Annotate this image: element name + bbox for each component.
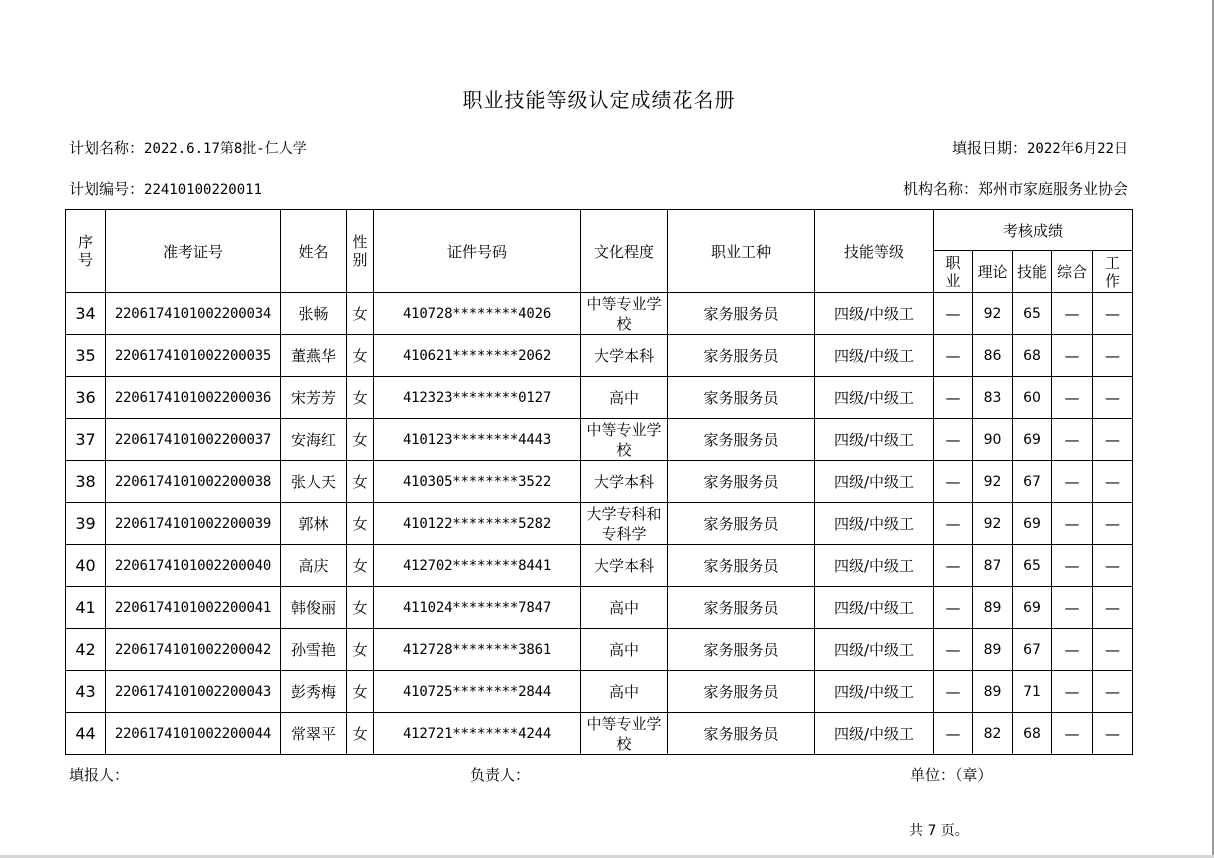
responsible-label: 负责人： xyxy=(470,766,531,784)
row-skill-level: 四级/中级工 xyxy=(815,671,934,713)
row-occupation: 家务服务员 xyxy=(668,503,815,545)
org-line xyxy=(903,178,1128,199)
row-work-score: — xyxy=(1093,503,1133,545)
row-career-score: — xyxy=(934,671,973,713)
org-value: 郑州市家庭服务业协会 xyxy=(977,180,1128,198)
row-id-number: 410725********2844 xyxy=(374,671,581,713)
header-skill-level: 技能等级 xyxy=(815,210,934,293)
header-theory: 理论 xyxy=(973,251,1013,293)
plan-code-label: 计划编号： xyxy=(69,180,145,198)
table-row xyxy=(66,419,1133,461)
header-name: 姓名 xyxy=(281,210,347,293)
row-education: 中等专业学校 xyxy=(581,419,668,461)
row-name: 韩俊丽 xyxy=(281,587,347,629)
row-name: 彭秀梅 xyxy=(281,671,347,713)
row-id-number: 410728********4026 xyxy=(374,293,581,335)
row-occupation: 家务服务员 xyxy=(668,713,815,755)
row-work-score: — xyxy=(1093,293,1133,335)
row-theory-score: 87 xyxy=(973,545,1013,587)
row-id-number: 412728********3861 xyxy=(374,629,581,671)
row-combined-score: — xyxy=(1052,629,1093,671)
table-row xyxy=(66,713,1133,755)
header-occupation: 职业工种 xyxy=(668,210,815,293)
row-name: 安海红 xyxy=(281,419,347,461)
row-education: 中等专业学校 xyxy=(581,293,668,335)
header-education: 文化程度 xyxy=(581,210,668,293)
row-education: 大学本科 xyxy=(581,461,668,503)
row-skill-level: 四级/中级工 xyxy=(815,293,934,335)
row-occupation: 家务服务员 xyxy=(668,461,815,503)
table-row xyxy=(66,503,1133,545)
row-id-number: 410123********4443 xyxy=(374,419,581,461)
plan-code-value: 22410100220011 xyxy=(144,182,263,198)
row-name: 高庆 xyxy=(281,545,347,587)
row-work-score: — xyxy=(1093,419,1133,461)
table-row xyxy=(66,335,1133,377)
row-occupation: 家务服务员 xyxy=(668,419,815,461)
row-skill-score: 69 xyxy=(1013,419,1052,461)
fill-date-value: 2022年6月22日 xyxy=(1026,141,1128,157)
header-career: 职业 xyxy=(934,251,973,293)
row-name: 宋芳芳 xyxy=(281,377,347,419)
row-skill-score: 69 xyxy=(1013,503,1052,545)
row-theory-score: 92 xyxy=(973,461,1013,503)
row-id-number: 412323********0127 xyxy=(374,377,581,419)
row-skill-score: 68 xyxy=(1013,713,1052,755)
table-row xyxy=(66,461,1133,503)
row-name: 董燕华 xyxy=(281,335,347,377)
table-row xyxy=(66,545,1133,587)
row-skill-level: 四级/中级工 xyxy=(815,461,934,503)
row-career-score: — xyxy=(934,377,973,419)
page-count: 共 7 页。 xyxy=(909,823,969,839)
row-career-score: — xyxy=(934,545,973,587)
header-exam-id: 准考证号 xyxy=(106,210,281,293)
table-row xyxy=(66,377,1133,419)
row-combined-score: — xyxy=(1052,713,1093,755)
row-combined-score: — xyxy=(1052,293,1093,335)
row-work-score: — xyxy=(1093,713,1133,755)
header-work: 工作 xyxy=(1093,251,1133,293)
row-seq: 34 xyxy=(66,293,106,335)
row-seq: 42 xyxy=(66,629,106,671)
row-combined-score: — xyxy=(1052,419,1093,461)
row-exam-id: 2206174101002200041 xyxy=(106,587,281,629)
row-skill-score: 67 xyxy=(1013,629,1052,671)
row-education: 大学本科 xyxy=(581,335,668,377)
row-work-score: — xyxy=(1093,671,1133,713)
row-work-score: — xyxy=(1093,461,1133,503)
plan-name-value: 2022.6.17第8批-仁人学 xyxy=(144,141,307,157)
row-education: 高中 xyxy=(581,587,668,629)
row-work-score: — xyxy=(1093,587,1133,629)
row-exam-id: 2206174101002200043 xyxy=(106,671,281,713)
row-skill-score: 71 xyxy=(1013,671,1052,713)
row-name: 孙雪艳 xyxy=(281,629,347,671)
row-theory-score: 92 xyxy=(973,503,1013,545)
row-gender: 女 xyxy=(347,419,374,461)
row-gender: 女 xyxy=(347,293,374,335)
row-career-score: — xyxy=(934,293,973,335)
header-id-number: 证件号码 xyxy=(374,210,581,293)
row-skill-level: 四级/中级工 xyxy=(815,629,934,671)
row-exam-id: 2206174101002200038 xyxy=(106,461,281,503)
row-seq: 38 xyxy=(66,461,106,503)
row-exam-id: 2206174101002200037 xyxy=(106,419,281,461)
row-career-score: — xyxy=(934,713,973,755)
row-theory-score: 82 xyxy=(973,713,1013,755)
row-theory-score: 83 xyxy=(973,377,1013,419)
row-gender: 女 xyxy=(347,461,374,503)
header-combined: 综合 xyxy=(1052,251,1093,293)
row-skill-level: 四级/中级工 xyxy=(815,713,934,755)
table-row xyxy=(66,629,1133,671)
row-skill-level: 四级/中级工 xyxy=(815,587,934,629)
header-gender: 性别 xyxy=(347,210,374,293)
row-id-number: 410122********5282 xyxy=(374,503,581,545)
row-skill-score: 67 xyxy=(1013,461,1052,503)
row-occupation: 家务服务员 xyxy=(668,335,815,377)
row-skill-score: 60 xyxy=(1013,377,1052,419)
plan-name-label: 计划名称： xyxy=(69,139,145,157)
row-combined-score: — xyxy=(1052,671,1093,713)
row-gender: 女 xyxy=(347,587,374,629)
row-occupation: 家务服务员 xyxy=(668,587,815,629)
row-exam-id: 2206174101002200035 xyxy=(106,335,281,377)
row-theory-score: 92 xyxy=(973,293,1013,335)
roster-body xyxy=(66,293,1133,755)
row-name: 郭林 xyxy=(281,503,347,545)
row-name: 常翠平 xyxy=(281,713,347,755)
row-gender: 女 xyxy=(347,545,374,587)
row-theory-score: 89 xyxy=(973,671,1013,713)
header-skill: 技能 xyxy=(1013,251,1052,293)
row-id-number: 412702********8441 xyxy=(374,545,581,587)
table-row xyxy=(66,671,1133,713)
row-seq: 41 xyxy=(66,587,106,629)
row-combined-score: — xyxy=(1052,587,1093,629)
row-gender: 女 xyxy=(347,335,374,377)
row-theory-score: 89 xyxy=(973,587,1013,629)
row-education: 高中 xyxy=(581,671,668,713)
row-career-score: — xyxy=(934,335,973,377)
score-roster-table xyxy=(65,209,1133,755)
row-work-score: — xyxy=(1093,335,1133,377)
row-education: 高中 xyxy=(581,377,668,419)
row-exam-id: 2206174101002200039 xyxy=(106,503,281,545)
row-id-number: 411024********7847 xyxy=(374,587,581,629)
fill-date-line xyxy=(952,137,1128,158)
row-seq: 44 xyxy=(66,713,106,755)
fill-date-label: 填报日期： xyxy=(951,139,1027,157)
row-theory-score: 86 xyxy=(973,335,1013,377)
row-skill-level: 四级/中级工 xyxy=(815,503,934,545)
row-skill-score: 65 xyxy=(1013,293,1052,335)
row-id-number: 410621********2062 xyxy=(374,335,581,377)
row-combined-score: — xyxy=(1052,377,1093,419)
document-title: 职业技能等级认定成绩花名册 xyxy=(462,88,736,112)
filler-label: 填报人： xyxy=(69,766,130,784)
row-gender: 女 xyxy=(347,503,374,545)
plan-code-line xyxy=(69,178,262,199)
row-skill-score: 68 xyxy=(1013,335,1052,377)
table-row xyxy=(66,587,1133,629)
row-career-score: — xyxy=(934,629,973,671)
row-education: 高中 xyxy=(581,629,668,671)
row-theory-score: 89 xyxy=(973,629,1013,671)
row-gender: 女 xyxy=(347,377,374,419)
unit-seal-label: 单位：（章） xyxy=(910,766,993,784)
row-skill-score: 69 xyxy=(1013,587,1052,629)
row-id-number: 410305********3522 xyxy=(374,461,581,503)
row-exam-id: 2206174101002200042 xyxy=(106,629,281,671)
row-gender: 女 xyxy=(347,629,374,671)
row-career-score: — xyxy=(934,587,973,629)
row-seq: 40 xyxy=(66,545,106,587)
row-name: 张人天 xyxy=(281,461,347,503)
row-seq: 36 xyxy=(66,377,106,419)
row-career-score: — xyxy=(934,419,973,461)
row-skill-level: 四级/中级工 xyxy=(815,545,934,587)
row-skill-level: 四级/中级工 xyxy=(815,335,934,377)
row-combined-score: — xyxy=(1052,545,1093,587)
row-work-score: — xyxy=(1093,629,1133,671)
header-scores-group: 考核成绩 xyxy=(934,210,1133,251)
org-label: 机构名称： xyxy=(902,180,978,198)
row-seq: 43 xyxy=(66,671,106,713)
plan-name-line xyxy=(69,137,307,158)
row-skill-level: 四级/中级工 xyxy=(815,419,934,461)
row-combined-score: — xyxy=(1052,335,1093,377)
row-education: 大学专科和专科学 xyxy=(581,503,668,545)
header-seq: 序号 xyxy=(66,210,106,293)
row-skill-level: 四级/中级工 xyxy=(815,377,934,419)
row-occupation: 家务服务员 xyxy=(668,377,815,419)
row-combined-score: — xyxy=(1052,503,1093,545)
row-occupation: 家务服务员 xyxy=(668,629,815,671)
row-seq: 39 xyxy=(66,503,106,545)
row-theory-score: 90 xyxy=(973,419,1013,461)
row-name: 张畅 xyxy=(281,293,347,335)
row-exam-id: 2206174101002200036 xyxy=(106,377,281,419)
row-work-score: — xyxy=(1093,377,1133,419)
row-gender: 女 xyxy=(347,671,374,713)
row-occupation: 家务服务员 xyxy=(668,293,815,335)
row-occupation: 家务服务员 xyxy=(668,671,815,713)
row-education: 大学本科 xyxy=(581,545,668,587)
row-seq: 37 xyxy=(66,419,106,461)
row-work-score: — xyxy=(1093,545,1133,587)
row-skill-score: 65 xyxy=(1013,545,1052,587)
row-gender: 女 xyxy=(347,713,374,755)
row-combined-score: — xyxy=(1052,461,1093,503)
table-row xyxy=(66,293,1133,335)
row-exam-id: 2206174101002200044 xyxy=(106,713,281,755)
row-education: 中等专业学校 xyxy=(581,713,668,755)
row-occupation: 家务服务员 xyxy=(668,545,815,587)
row-exam-id: 2206174101002200034 xyxy=(106,293,281,335)
row-exam-id: 2206174101002200040 xyxy=(106,545,281,587)
row-career-score: — xyxy=(934,461,973,503)
row-id-number: 412721********4244 xyxy=(374,713,581,755)
row-career-score: — xyxy=(934,503,973,545)
row-seq: 35 xyxy=(66,335,106,377)
